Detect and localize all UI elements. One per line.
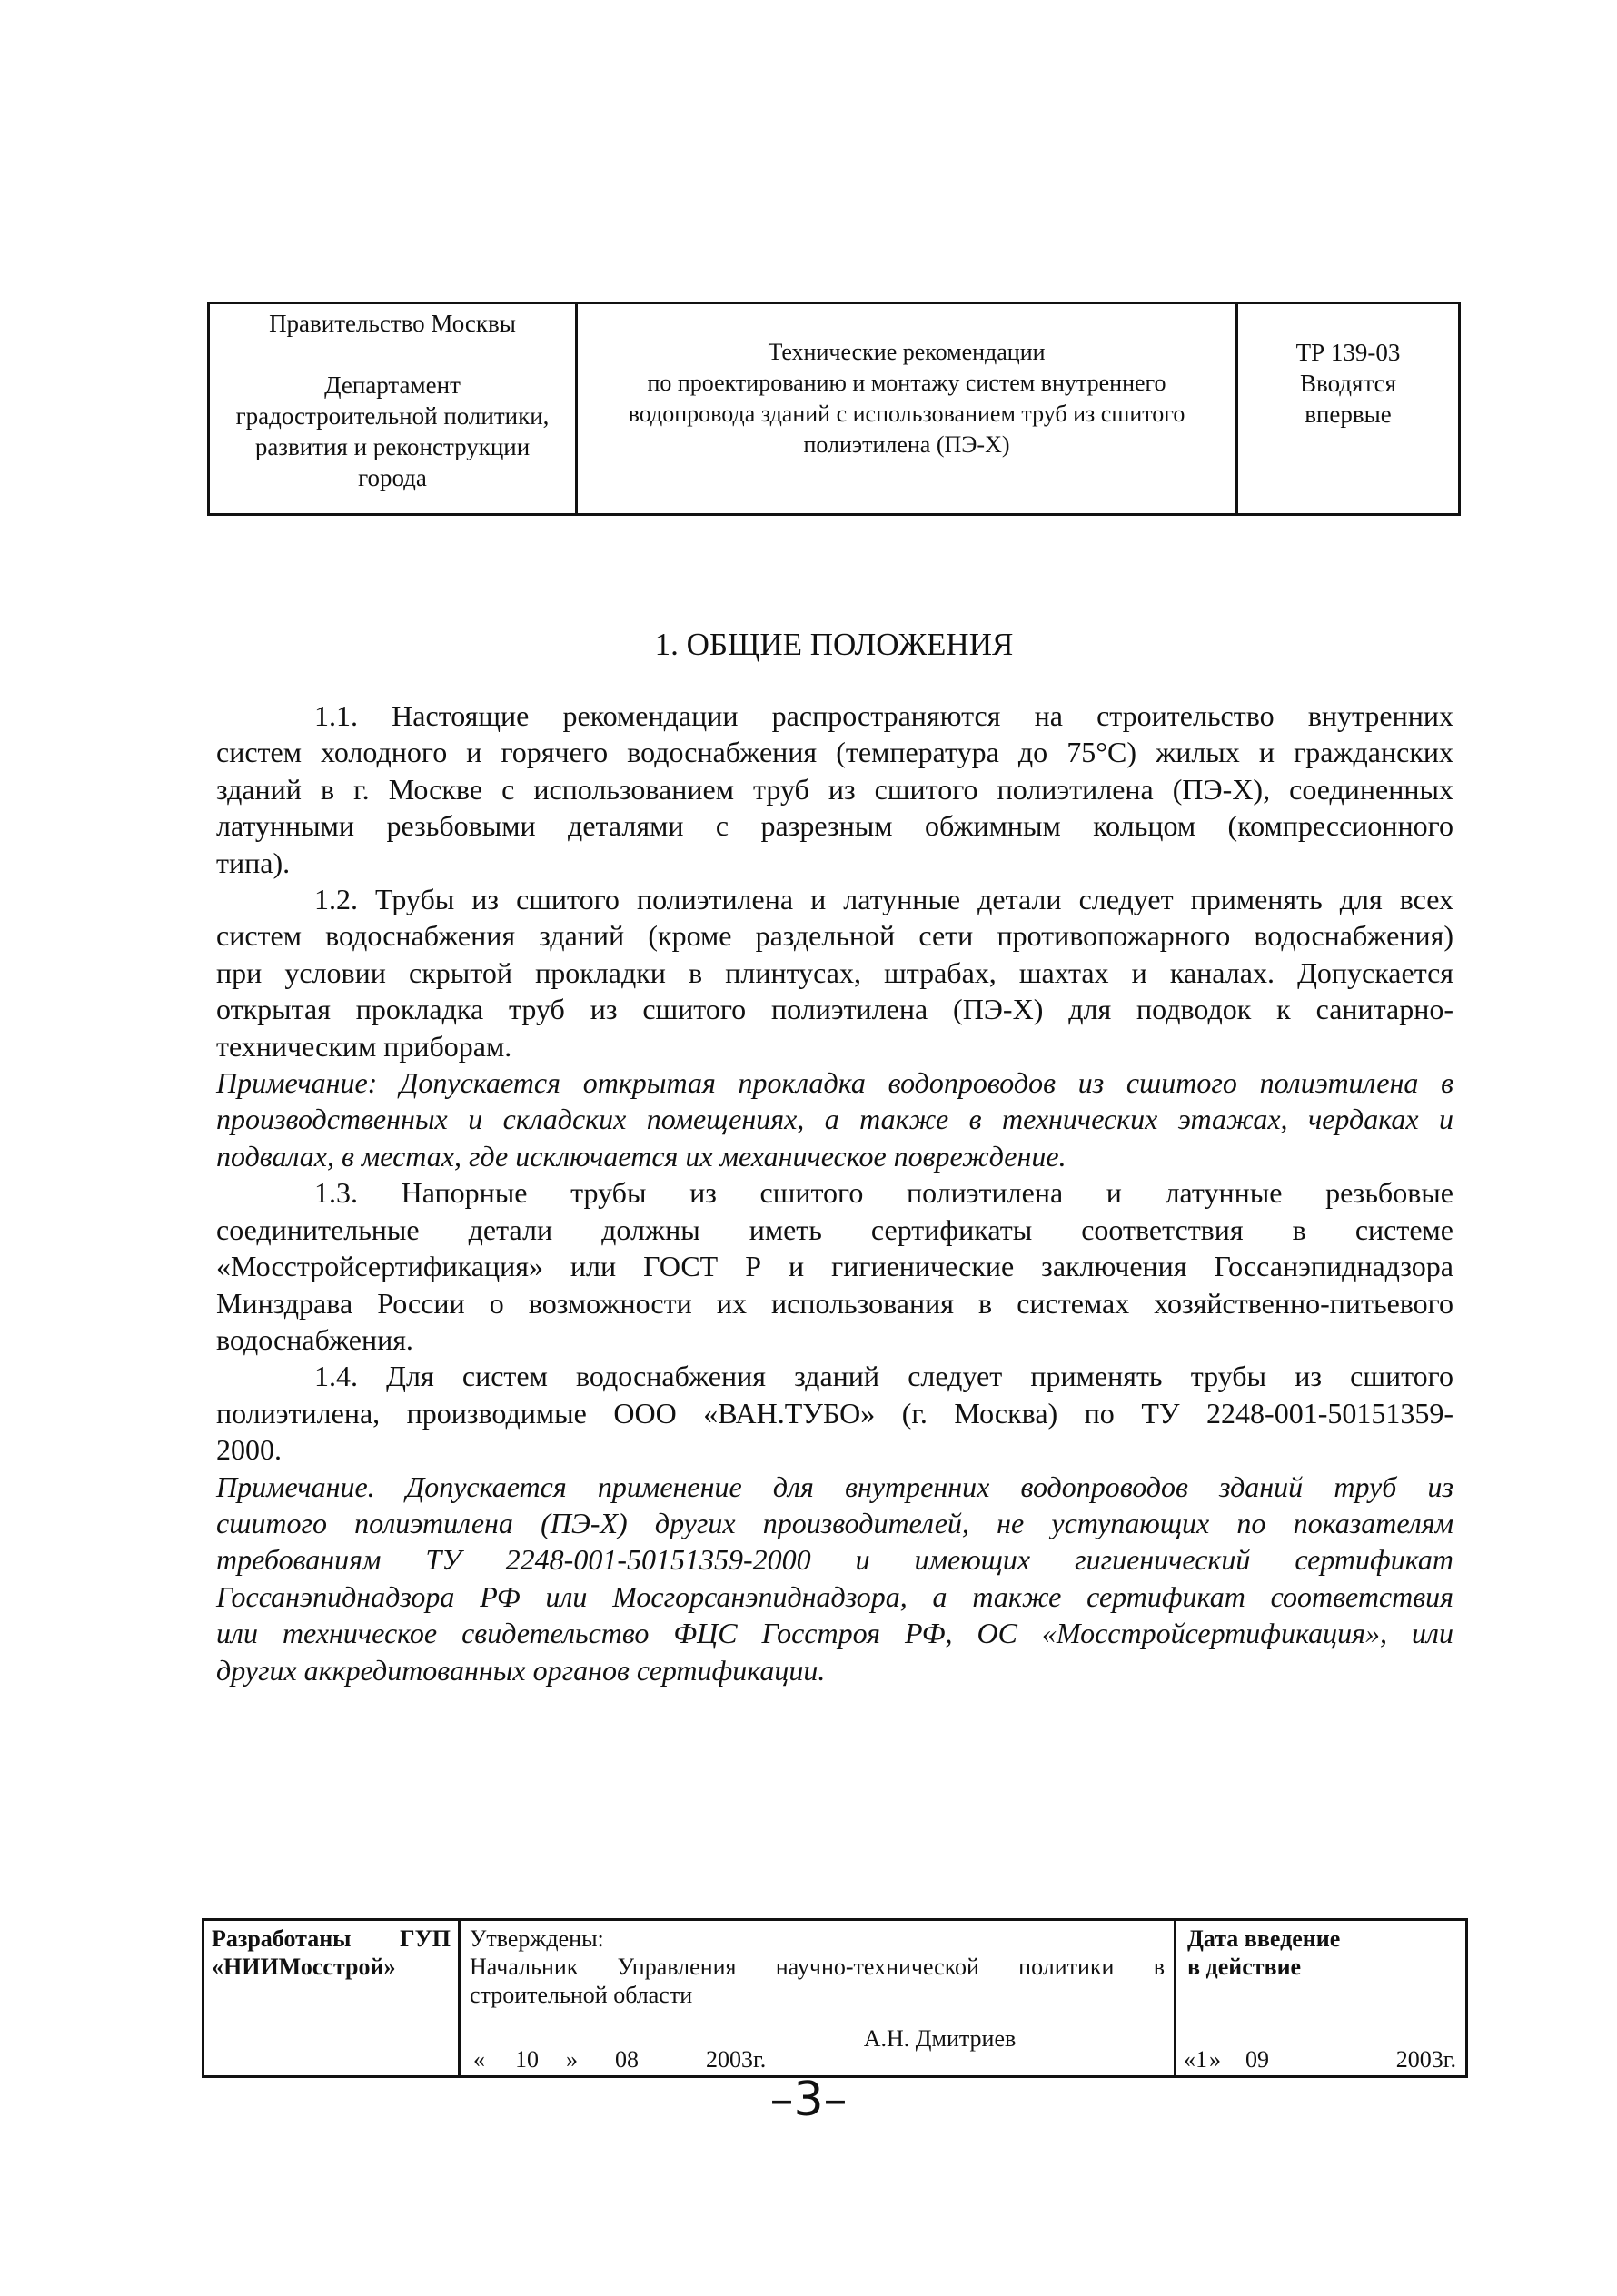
paragraph-line: «Мосстройсертификация» или ГОСТ Р и гигиенические заключения Госсанэпиднадзора (216, 1250, 1453, 1283)
note-line: требованиям ТУ 2248-001-50151359-2000 и имеющих гигиенический сертификат (216, 1543, 1453, 1577)
header-title-line: полиэтилена (ПЭ-Х) (803, 431, 1010, 458)
header-title-line: водопровода зданий с использованием труб из сшитого (628, 401, 1185, 427)
approver-position-line (470, 1953, 1165, 1981)
paragraph-line: техническим приборам. (216, 1029, 512, 1063)
header-title-line: Технические рекомендации (768, 339, 1046, 365)
paragraph-line: полиэтилена, производимые ООО «ВАН.ТУБО» (г. Москва) по ТУ 2248-001-50151359- (216, 1396, 1453, 1430)
effective-label: Дата введение (1187, 1925, 1341, 1952)
approval-date-part: « (473, 2046, 485, 2073)
note-line: или техническое свидетельство ФЦС Госстроя РФ, ОС «Мосстройсертификация», или (216, 1617, 1453, 1650)
developed-org-type: ГУП (400, 1925, 451, 1952)
paragraph-line: 1.1. Настоящие рекомендации распространяются на строительство внутренних (314, 699, 1453, 732)
paragraph-line: 1.2. Трубы из сшитого полиэтилена и латунные детали следует применять для всех (314, 883, 1453, 916)
document-code: ТР 139-03 (1295, 339, 1401, 366)
paragraph-line: систем водоснабжения зданий (кроме раздельной сети противопожарного водоснабжения) (216, 919, 1453, 953)
approved-label: Утверждены: (470, 1925, 604, 1952)
approval-date-year: 2003г. (706, 2046, 767, 2073)
paragraph-line: Минздрава России о возможности их использования в системах хозяйственно-питьевого (216, 1286, 1453, 1320)
document-body (216, 698, 1453, 1688)
header-org-line: Департамент (324, 371, 461, 399)
section-title: 1. ОБЩИЕ ПОЛОЖЕНИЯ (654, 627, 1014, 662)
effective-date (1184, 2045, 1456, 2073)
paragraph-line: соединительные детали должны иметь сертификаты соответствия в системе (216, 1212, 1453, 1246)
page-number: –3– (769, 2073, 848, 2127)
developer-cell (204, 1921, 461, 2075)
note-line: подвалах, в местах, где исключается их механическое повреждение. (216, 1139, 1066, 1173)
approver-position: Начальник Управления научно-технической политики в (470, 1954, 1165, 1980)
paragraph-line: 1.4. Для систем водоснабжения зданий следует применять трубы из сшитого (314, 1360, 1453, 1393)
note-line: Госсанэпиднадзора РФ или Мосгорсанэпиднадзора, а также сертификат соответствия (216, 1579, 1453, 1613)
note-line: других аккредитованных органов сертификации. (216, 1653, 826, 1687)
effective-date-part: » (1209, 2046, 1221, 2073)
header-org-line: развития и реконструкции (254, 433, 531, 460)
effective-date-month: 09 (1245, 2046, 1269, 2073)
header-code-line: впервые (1305, 401, 1392, 428)
paragraph-line: водоснабжения. (216, 1322, 413, 1356)
approval-date-day: 10 (515, 2046, 539, 2073)
header-org-line (210, 339, 575, 370)
note-line: Примечание: Допускается открытая прокладка водопроводов из сшитого полиэтилена в (216, 1066, 1453, 1100)
header-org-line: города (358, 464, 427, 491)
approval-date-month: 08 (615, 2046, 639, 2073)
paragraph-line: открытая прокладка труб из сшитого полиэтилена (ПЭ-Х) для подводок к санитарно- (216, 993, 1453, 1026)
paragraph-line: при условии скрытой прокладки в плинтусах, штрабах, шахтах и каналах. Допускается (216, 955, 1453, 989)
effective-date-cell (1176, 1921, 1465, 2075)
header-title-cell (578, 304, 1238, 513)
header-table (207, 302, 1461, 516)
paragraph-line: латунными резьбовыми деталями с разрезным обжимным кольцом (компрессионного (216, 809, 1453, 843)
approval-date-part: » (566, 2046, 578, 2073)
paragraph-line: зданий в г. Москве с использованием труб из сшитого полиэтилена (ПЭ-Х), соединенных (216, 772, 1453, 806)
paragraph-line: типа). (216, 846, 291, 879)
approval-date (473, 2045, 1161, 2073)
paragraph-line: систем холодного и горячего водоснабжения (температура до 75°С) жилых и гражданских (216, 736, 1453, 769)
note-line: сшитого полиэтилена (ПЭ-Х) других производителей, не уступающих по показателям (216, 1506, 1453, 1539)
approval-cell (461, 1921, 1176, 2075)
paragraph-line: 1.3. Напорные трубы из сшитого полиэтилена и латунные резьбовые (314, 1176, 1453, 1210)
paragraph-line: 2000. (216, 1433, 282, 1467)
effective-date-year: 2003г. (1395, 2046, 1456, 2073)
developer-name: «НИИМосстрой» (212, 1954, 396, 1980)
developed-label: Разработаны (212, 1925, 352, 1952)
effective-label-cont: в действие (1187, 1954, 1302, 1980)
header-title-line: по проектированию и монтажу систем внутреннего (647, 370, 1166, 396)
header-org-line: градостроительной политики, (235, 402, 550, 430)
approval-table (202, 1918, 1468, 2078)
approver-position-cont: строительной области (470, 1982, 693, 2008)
signer-name: А.Н. Дмитриев (863, 2025, 1017, 2052)
note-line: производственных и складских помещениях, а также в технических этажах, чердаках и (216, 1103, 1453, 1136)
header-org-cell (210, 304, 578, 513)
header-code-line: Вводятся (1300, 370, 1396, 397)
note-line: Примечание. Допускается применение для внутренних водопроводов зданий труб из (216, 1470, 1453, 1503)
header-org-line: Правительство Москвы (269, 310, 516, 337)
effective-date-day: «1 (1184, 2046, 1207, 2073)
header-code-cell (1238, 304, 1458, 513)
